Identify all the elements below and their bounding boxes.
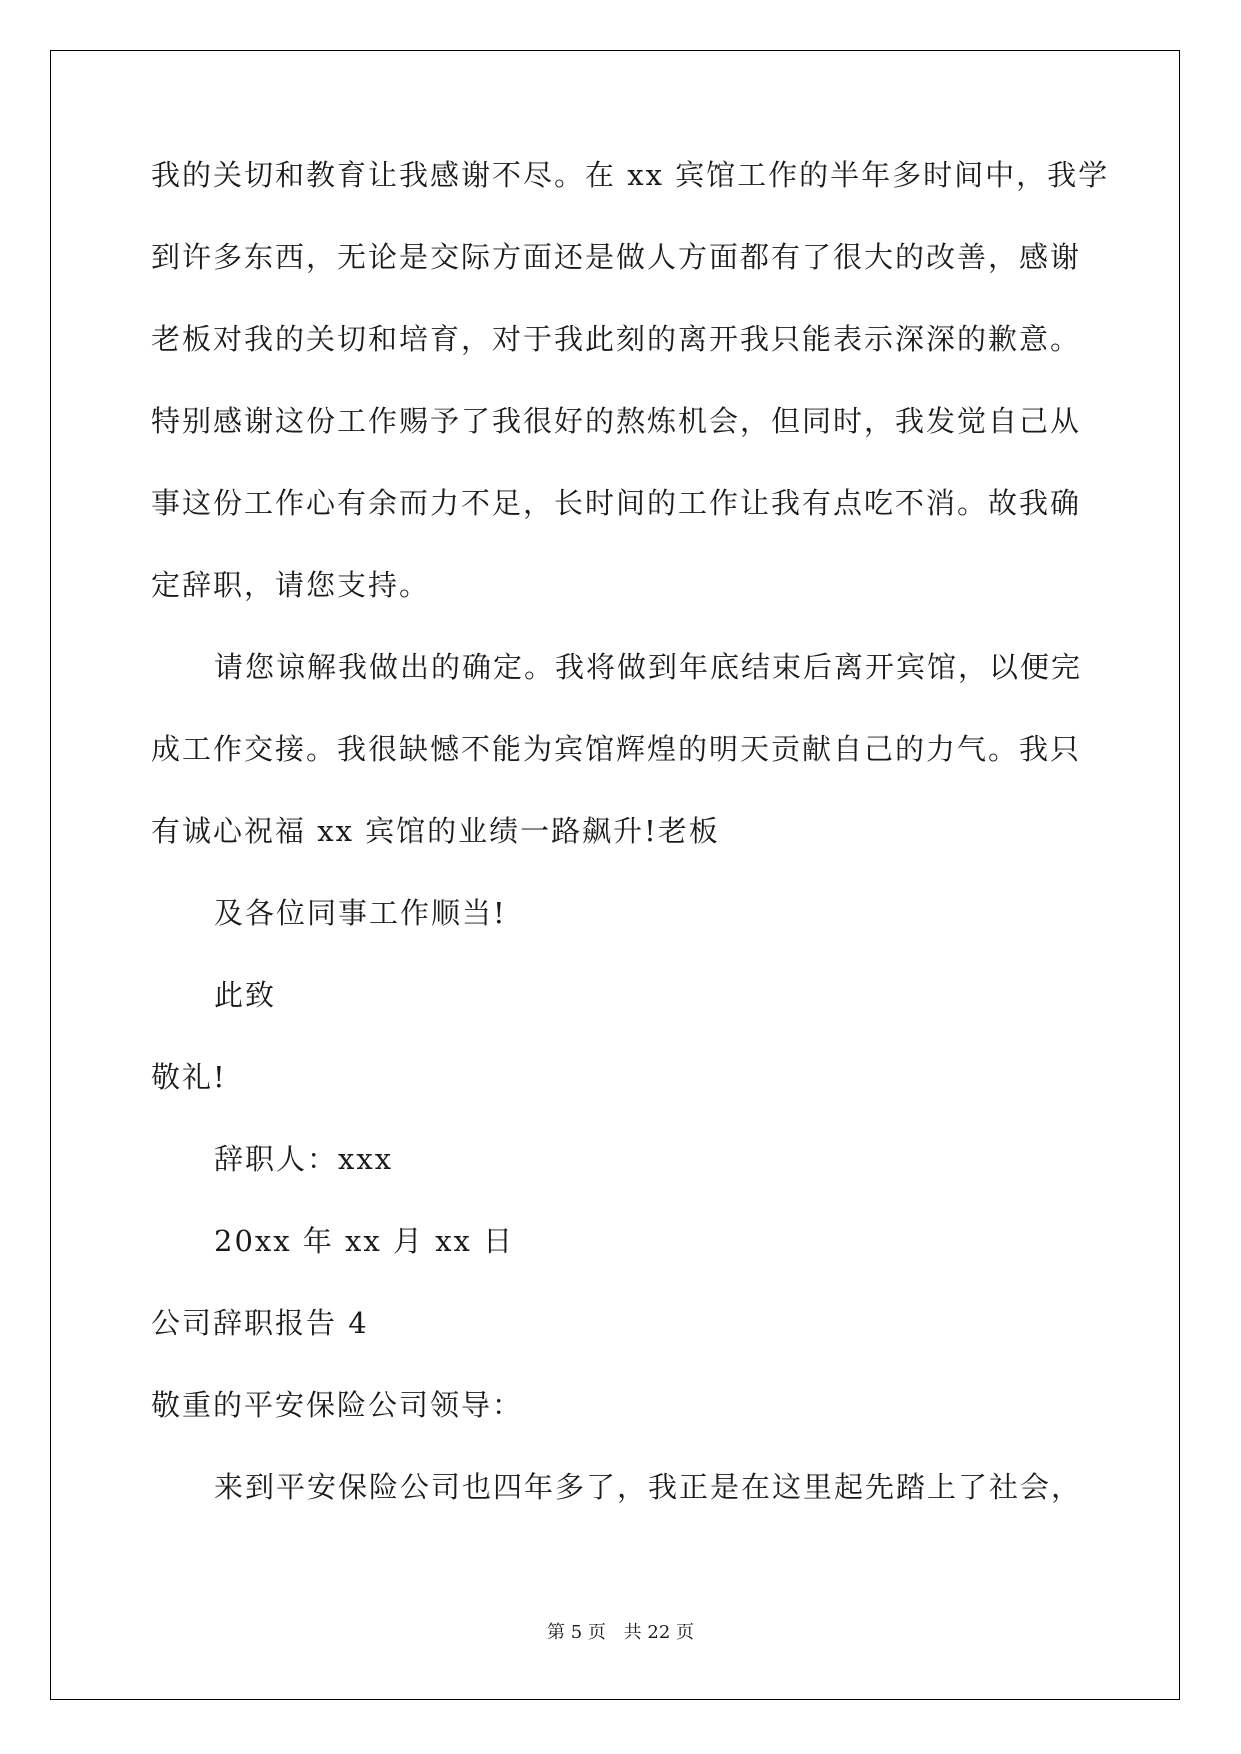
text-line: 特别感谢这份工作赐予了我很好的熬炼机会，但同时，我发觉自己从 xyxy=(151,404,1082,438)
text-line: 到许多东西，无论是交际方面还是做人方面都有了很大的改善，感谢 xyxy=(151,240,1082,274)
text-line: 事这份工作心有余而力不足，长时间的工作让我有点吃不消。故我确 xyxy=(151,486,1082,520)
closing-regards: 敬礼! xyxy=(151,1060,227,1094)
text-line: 有诚心祝福 xx 宾馆的业绩一路飙升!老板 xyxy=(151,814,720,848)
date-line: 20xx 年 xx 月 xx 日 xyxy=(214,1224,515,1258)
page-total: 共 22 页 xyxy=(623,1622,694,1643)
page-number: 第 5 页 xyxy=(547,1622,606,1643)
signature-line: 辞职人：xxx xyxy=(214,1142,394,1176)
text-line: 成工作交接。我很缺憾不能为宾馆辉煌的明天贡献自己的力气。我只 xyxy=(151,732,1082,766)
paragraph-start-line: 请您谅解我做出的确定。我将做到年底结束后离开宾馆，以便完 xyxy=(214,650,1083,684)
closing-salutation: 此致 xyxy=(214,978,277,1012)
section-title: 公司辞职报告 4 xyxy=(151,1306,369,1340)
paragraph-start-line: 来到平安保险公司也四年多了，我正是在这里起先踏上了社会， xyxy=(214,1470,1083,1504)
greeting-line: 敬重的平安保险公司领导： xyxy=(151,1388,524,1422)
paragraph-start-line: 及各位同事工作顺当! xyxy=(214,896,507,930)
page-footer xyxy=(0,1618,1241,1644)
text-line: 定辞职，请您支持。 xyxy=(151,568,431,602)
text-line: 我的关切和教育让我感谢不尽。在 xx 宾馆工作的半年多时间中，我学 xyxy=(151,158,1110,192)
text-line: 老板对我的关切和培育，对于我此刻的离开我只能表示深深的歉意。 xyxy=(151,322,1082,356)
document-body xyxy=(151,158,1110,1554)
